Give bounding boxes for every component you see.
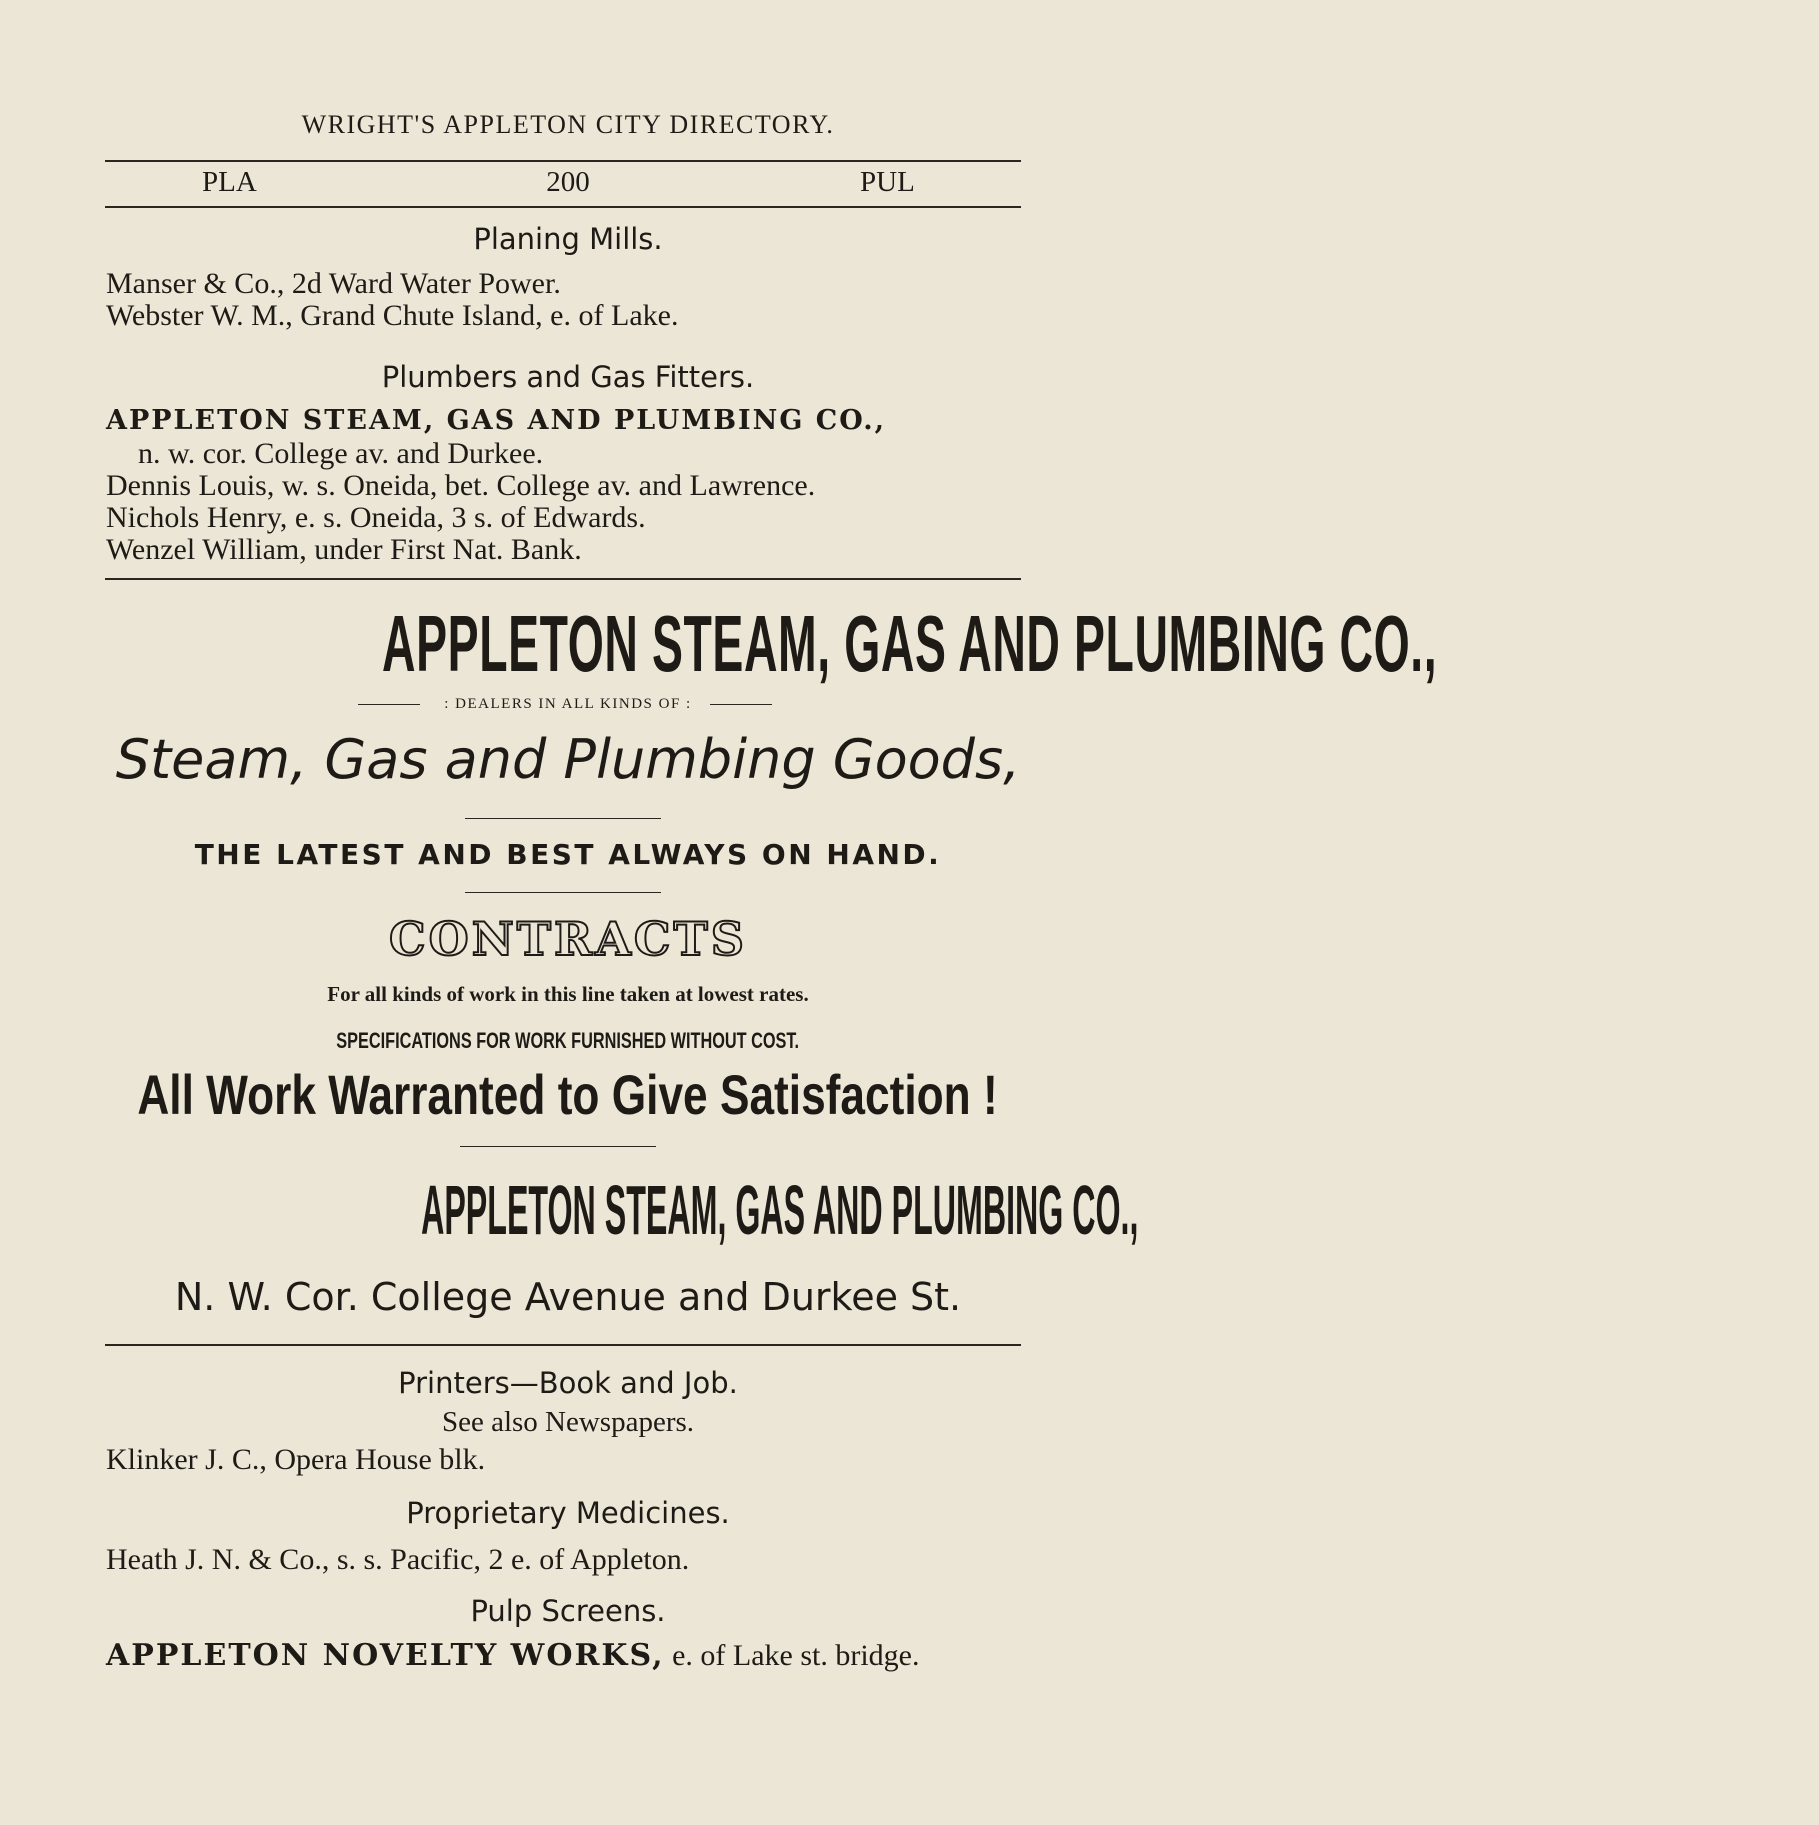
ad-goods: Steam, Gas and Plumbing Goods,	[115, 728, 1021, 791]
ad-warranty-text: All Work Warranted to Give Satisfaction !	[137, 1063, 999, 1126]
ad-divider	[465, 818, 661, 819]
ad-warranty	[0, 1062, 1136, 1127]
guide-left: PLA	[202, 166, 257, 198]
section-heading-printers: Printers—Book and Job.	[398, 1366, 738, 1400]
featured-listing-address: e. of Lake st. bridge.	[664, 1639, 920, 1672]
section-heading-pulp-screens: Pulp Screens.	[470, 1594, 666, 1628]
ad-company-footer-text: APPLETON STEAM, GAS AND PLUMBING CO.,	[421, 1171, 1139, 1249]
page-number: 200	[546, 166, 590, 198]
ad-company-footer	[0, 1170, 1139, 1250]
featured-listing-name: APPLETON STEAM, GAS AND PLUMBING CO.,	[106, 405, 887, 436]
list-item: Webster W. M., Grand Chute Island, e. of Lake.	[106, 299, 679, 332]
ad-divider	[465, 892, 661, 893]
list-item: Heath J. N. & Co., s. s. Pacific, 2 e. of Appleton.	[106, 1543, 690, 1576]
section-heading-plumbers: Plumbers and Gas Fitters.	[381, 360, 755, 394]
ad-company-headline	[0, 598, 1438, 690]
ad-divider	[460, 1146, 656, 1147]
ad-company-headline-text: APPLETON STEAM, GAS AND PLUMBING CO.,	[382, 599, 1438, 688]
section-heading-medicines: Proprietary Medicines.	[406, 1496, 730, 1530]
ad-latest: THE LATEST AND BEST ALWAYS ON HAND.	[194, 838, 942, 871]
guide-bottom-rule	[105, 206, 1021, 208]
ad-contracts: CONTRACTS	[389, 912, 747, 966]
list-item: Dennis Louis, w. s. Oneida, bet. College av. and Lawrence.	[106, 469, 816, 502]
ad-dealers-line: : DEALERS IN ALL KINDS OF :	[444, 696, 692, 712]
pulp-screens-listing	[106, 1638, 919, 1673]
section-heading-planing-mills: Planing Mills.	[473, 222, 663, 256]
list-item: Wenzel William, under First Nat. Bank.	[106, 533, 582, 566]
guide-top-rule	[105, 160, 1021, 162]
see-also-note: See also Newspapers.	[441, 1406, 695, 1438]
list-item: Manser & Co., 2d Ward Water Power.	[106, 267, 561, 300]
list-item: Nichols Henry, e. s. Oneida, 3 s. of Edwards.	[106, 501, 646, 534]
ad-contracts-detail: For all kinds of work in this line taken at lowest rates.	[327, 982, 809, 1006]
guide-right: PUL	[860, 166, 915, 198]
running-head: WRIGHT'S APPLETON CITY DIRECTORY.	[301, 110, 835, 139]
advertisement-top-rule	[105, 578, 1021, 580]
advertisement-bottom-rule	[105, 1344, 1021, 1346]
dealers-right-rule	[710, 704, 772, 705]
ad-address: N. W. Cor. College Avenue and Durkee St.	[174, 1275, 962, 1319]
featured-listing-name: APPLETON NOVELTY WORKS,	[106, 1638, 665, 1673]
ad-specifications-text: SPECIFICATIONS FOR WORK FURNISHED WITHOUT COST.	[336, 1028, 800, 1053]
ad-specifications	[0, 1028, 1136, 1054]
featured-listing-address: n. w. cor. College av. and Durkee.	[138, 437, 544, 470]
list-item: Klinker J. C., Opera House blk.	[106, 1443, 486, 1476]
